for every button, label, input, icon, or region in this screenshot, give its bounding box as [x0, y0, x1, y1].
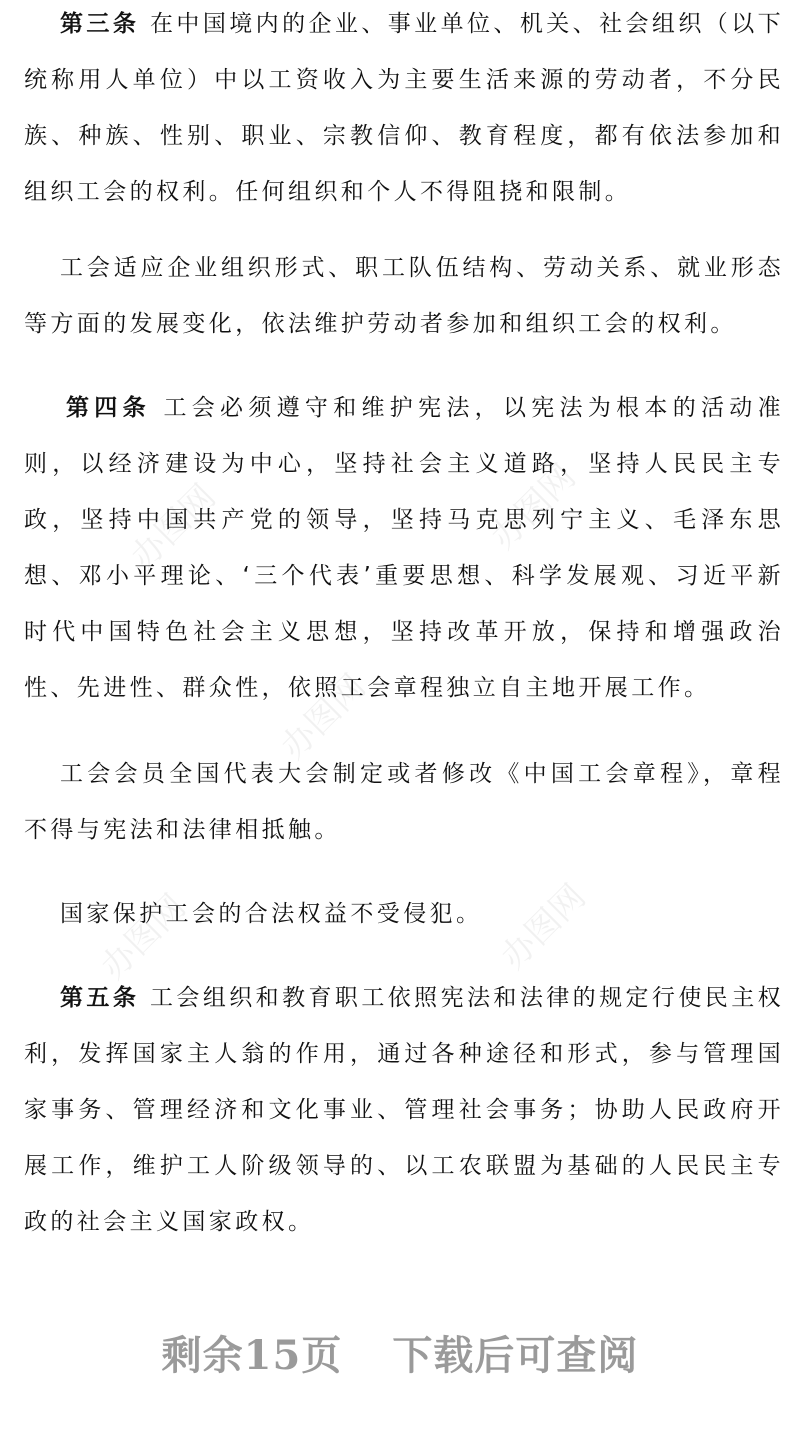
- article-4-text: 工会必须遵守和维护宪法，以宪法为根本的活动准则，以经济建设为中心，坚持社会主义道路，坚持人民民主专政，坚持中国共产党的领导，坚持马克思列宁主义、毛泽东思想、邓小平理论、‘三个代表’重要思想、科学发展观、习近平新时代中国特色社会主义思想，坚持改革开放，保持和增强政治性、先进性、群众性，依照工会章程独立自主地开展工作。: [24, 395, 784, 701]
- download-prompt-text: 下载后可查阅: [392, 1332, 639, 1379]
- article-3-label: 第三条: [60, 11, 140, 37]
- watermark: 办图网: [493, 876, 594, 978]
- remaining-pages-text: 剩余15页: [161, 1332, 343, 1379]
- watermark: 办图网: [483, 456, 584, 558]
- article-4-label: 第四条: [66, 395, 151, 421]
- article-4-paragraph-3: 国家保护工会的合法权益不受侵犯。: [60, 901, 483, 927]
- watermark: 办图网: [93, 886, 194, 988]
- watermark: 办图网: [123, 476, 224, 578]
- article-5-text: 工会组织和教育职工依照宪法和法律的规定行使民主权利，发挥国家主人翁的作用，通过各种途径和形式，参与管理国家事务、管理经济和文化事业、管理社会事务；协助人民政府开展工作，维护工人阶级领导的、以工农联盟为基础的人民民主专政的社会主义国家政权。: [24, 985, 785, 1235]
- remaining-pages-banner: [0, 1324, 800, 1381]
- article-5-paragraph: [24, 970, 784, 1250]
- article-5-label: 第五条: [60, 985, 140, 1011]
- article-3-text: 在中国境内的企业、事业单位、机关、社会组织（以下统称用人单位）中以工资收入为主要生活来源的劳动者，不分民族、种族、性别、职业、宗教信仰、教育程度，都有依法参加和组织工会的权利。任何组织和个人不得阻挠和限制。: [24, 11, 785, 205]
- article-3-paragraph: [24, 0, 784, 220]
- article-4-paragraph-2: 工会会员全国代表大会制定或者修改《中国工会章程》，章程不得与宪法和法律相抵触。: [24, 761, 784, 843]
- article-4-paragraph: [24, 380, 784, 716]
- article-3-paragraph-2: 工会适应企业组织形式、职工队伍结构、劳动关系、就业形态等方面的发展变化，依法维护劳动者参加和组织工会的权利。: [24, 255, 784, 337]
- watermark: 办图网: [273, 666, 374, 768]
